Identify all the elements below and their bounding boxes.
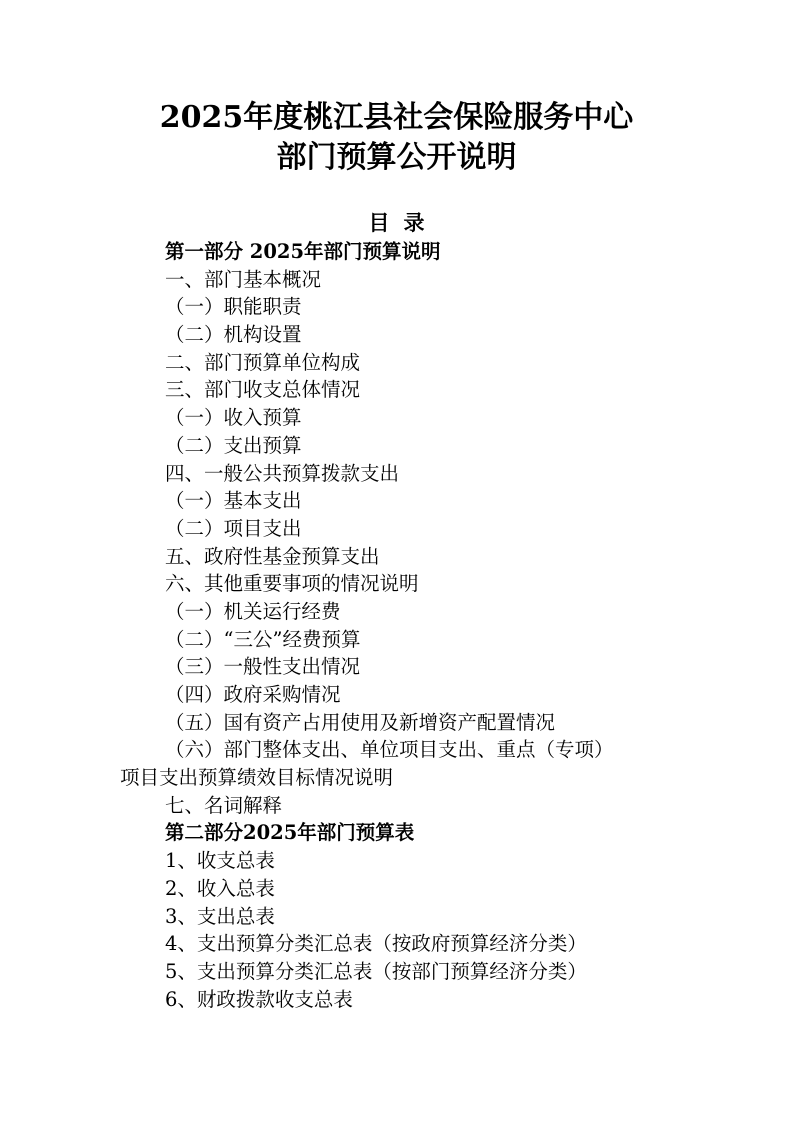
toc-item: （一）职能职责 (165, 295, 302, 319)
toc-item: 5、支出预算分类汇总表（按部门预算经济分类） (165, 959, 587, 983)
toc-item: （二）支出预算 (165, 433, 302, 457)
toc-item: （三）一般性支出情况 (165, 655, 361, 679)
toc-item: （二）项目支出 (165, 516, 302, 540)
toc-item: 2、收入总表 (165, 876, 275, 900)
toc-item: （一）机关运行经费 (165, 599, 341, 623)
toc-item: 一、部门基本概况 (165, 267, 322, 291)
toc-item: 七、名词解释 (165, 793, 283, 817)
toc-item: 二、部门预算单位构成 (165, 350, 361, 374)
table-of-contents (0, 238, 793, 1013)
toc-item: （五）国有资产占用使用及新增资产配置情况 (165, 710, 556, 734)
document-title-line2: 部门预算公开说明 (276, 140, 517, 175)
toc-item: 六、其他重要事项的情况说明 (165, 572, 419, 596)
toc-heading: 目录 (368, 210, 439, 235)
toc-item: （二）机构设置 (165, 323, 302, 347)
toc-item: 五、政府性基金预算支出 (165, 544, 380, 568)
toc-item: 4、支出预算分类汇总表（按政府预算经济分类） (165, 932, 587, 956)
toc-item: （二）“三公”经费预算 (165, 627, 361, 651)
document-title-line1: 2025年度桃江县社会保险服务中心 (159, 100, 634, 135)
toc-item: 三、部门收支总体情况 (165, 378, 361, 402)
toc-part-heading: 第一部分 2025年部门预算说明 (165, 240, 441, 263)
toc-item: 1、收支总表 (165, 849, 275, 873)
toc-item: （一）收入预算 (165, 406, 302, 430)
toc-part-heading: 第二部分2025年部门预算表 (165, 821, 415, 845)
toc-item-continuation: 项目支出预算绩效目标情况说明 (120, 766, 394, 790)
toc-item: 6、财政拨款收支总表 (165, 987, 353, 1011)
toc-item: 3、支出总表 (165, 904, 275, 928)
toc-item: （四）政府采购情况 (165, 683, 341, 706)
toc-item: （一）基本支出 (165, 489, 302, 513)
toc-item: 四、一般公共预算拨款支出 (165, 461, 400, 485)
toc-item: （六）部门整体支出、单位项目支出、重点（专项） (165, 738, 614, 762)
